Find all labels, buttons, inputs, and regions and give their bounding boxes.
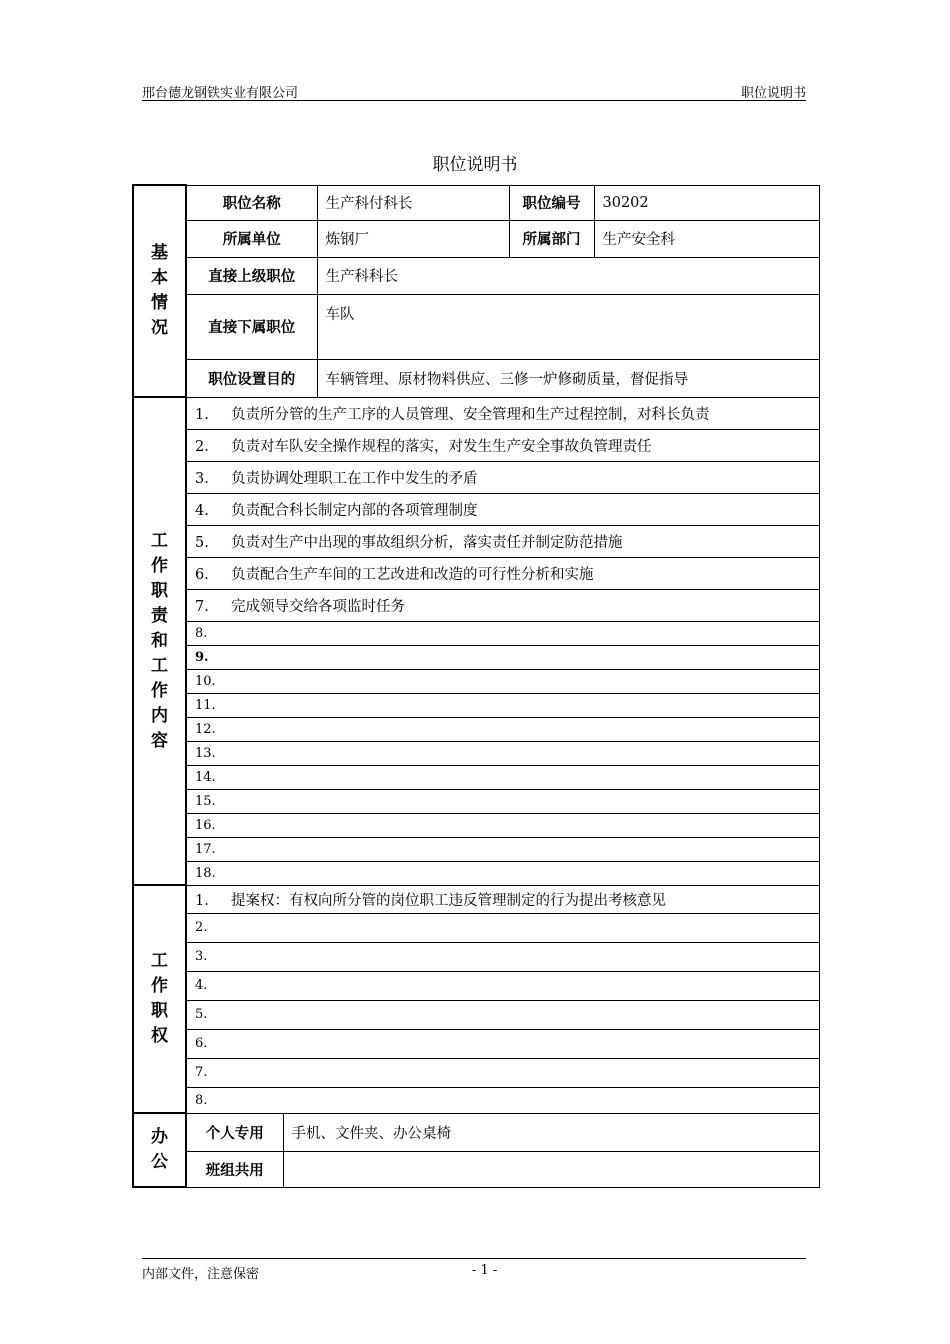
duty-item: 1. 负责所分管的生产工序的人员管理、安全管理和生产过程控制，对科长负责 [186, 397, 819, 429]
confidential-note: 内部文件，注意保密 [142, 1267, 260, 1282]
duty-item: 7. 完成领导交给各项监时任务 [186, 589, 819, 621]
personal-use-value: 手机、文件夹、办公桌椅 [283, 1113, 819, 1151]
subordinate-value: 车队 [317, 294, 819, 359]
duty-item: 14. [186, 765, 819, 789]
duty-item: 11. [186, 693, 819, 717]
authority-item: 1. 提案权：有权向所分管的岗位职工违反管理制定的行为提出考核意见 [186, 885, 819, 913]
superior-value: 生产科科长 [317, 257, 819, 294]
dept-label: 所属部门 [509, 220, 594, 257]
duty-item: 12. [186, 717, 819, 741]
subordinate-label: 直接下属职位 [186, 294, 317, 359]
personal-use-label: 个人专用 [186, 1113, 283, 1151]
authority-item: 8. [186, 1087, 819, 1113]
duty-item: 9. [186, 645, 819, 669]
authority-item: 4. [186, 971, 819, 1000]
duty-item: 17. [186, 837, 819, 861]
header-doc-type: 职位说明书 [740, 86, 806, 101]
unit-label: 所属单位 [186, 220, 317, 257]
authority-item: 6. [186, 1029, 819, 1058]
duty-item: 16. [186, 813, 819, 837]
shared-use-value [283, 1151, 819, 1187]
duty-item: 4. 负责配合科长制定内部的各项管理制度 [186, 493, 819, 525]
position-name-label: 职位名称 [186, 185, 317, 220]
position-code-value: 30202 [594, 185, 819, 220]
page-number: - 1 - [472, 1263, 498, 1278]
section-duties-label: 工作职责和工作内容 [133, 397, 186, 885]
authority-item: 3. [186, 942, 819, 971]
purpose-value: 车辆管理、原材物料供应、三修一炉修砌质量，督促指导 [317, 359, 819, 397]
authority-item: 2. [186, 913, 819, 942]
purpose-label: 职位设置目的 [186, 359, 317, 397]
duty-item: 8. [186, 621, 819, 645]
shared-use-label: 班组共用 [186, 1151, 283, 1187]
position-name-value: 生产科付科长 [317, 185, 509, 220]
dept-value: 生产安全科 [594, 220, 819, 257]
authority-item: 7. [186, 1058, 819, 1087]
duty-item: 2. 负责对车队安全操作规程的落实，对发生生产安全事故负管理责任 [186, 429, 819, 461]
company-name: 邢台德龙钢铁实业有限公司 [142, 86, 299, 101]
unit-value: 炼钢厂 [317, 220, 509, 257]
duty-item: 13. [186, 741, 819, 765]
authority-item: 5. [186, 1000, 819, 1029]
duty-item: 15. [186, 789, 819, 813]
duty-item: 6. 负责配合生产车间的工艺改进和改造的可行性分析和实施 [186, 557, 819, 589]
duty-item: 10. [186, 669, 819, 693]
page-footer [142, 1258, 806, 1282]
section-office-label: 办公 [133, 1113, 186, 1187]
duty-item: 3. 负责协调处理职工在工作中发生的矛盾 [186, 461, 819, 493]
page-title: 职位说明书 [432, 155, 518, 175]
duty-item: 18. [186, 861, 819, 885]
section-authority-label: 工作职权 [133, 885, 186, 1113]
position-code-label: 职位编号 [509, 185, 594, 220]
job-description-table [132, 184, 820, 1188]
page-header [142, 82, 806, 101]
duty-item: 5. 负责对生产中出现的事故组织分析，落实责任并制定防范措施 [186, 525, 819, 557]
section-basic-label: 基本情况 [133, 185, 186, 397]
superior-label: 直接上级职位 [186, 257, 317, 294]
